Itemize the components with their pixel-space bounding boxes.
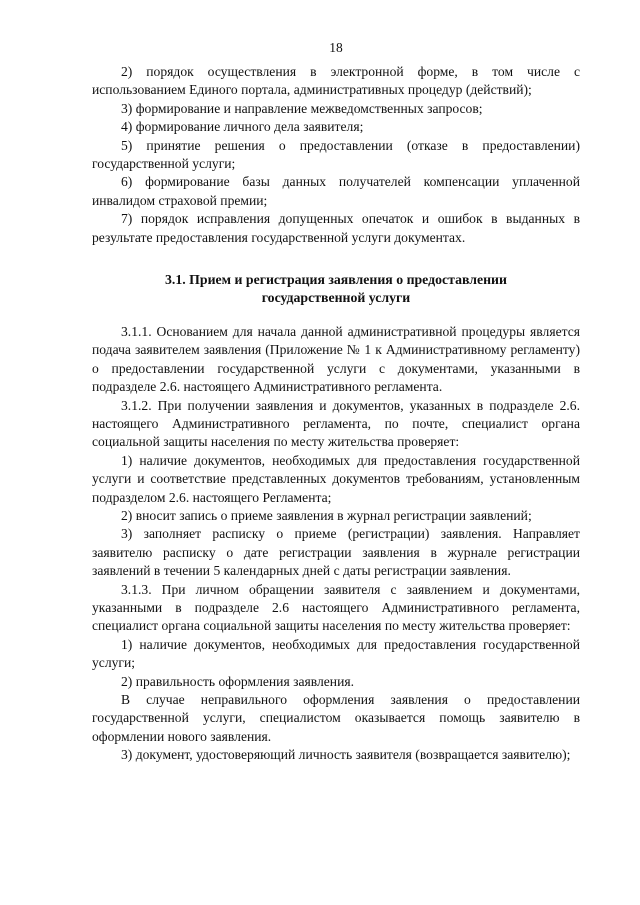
paragraph: 1) наличие документов, необходимых для предоставления государственной услуги; (92, 636, 580, 671)
page-number: 18 (329, 40, 343, 55)
list-item: 3) формирование и направление межведомственных запросов; (121, 100, 483, 116)
document-body (92, 63, 580, 765)
paragraph: 2) правильность оформления заявления. (121, 673, 355, 689)
paragraph: 2) вносит запись о приеме заявления в журнал регистрации заявлений; (121, 507, 532, 523)
paragraph: 3) заполняет расписку о приеме (регистрации) заявления. Направляет заявителю расписку о дате регистрации заявления в журнале регистрации заявлений в течении 5 календарных дней с даты регистрации заявления. (92, 526, 580, 579)
list-item: 4) формирование личного дела заявителя; (121, 119, 364, 135)
list-item: 6) формирование базы данных получателей компенсации уплаченной инвалидом страховой премии; (92, 174, 580, 208)
paragraph: 1) наличие документов, необходимых для предоставления государственной услуги и соответствие представленных документов требованиям, установленным подразделом 2.6. настоящего Регламента; (92, 452, 580, 505)
paragraph: 3.1.2. При получении заявления и документов, указанных в подразделе 2.6. настоящего Административного регламента, по почте, специалист органа социальной защиты населения по месту жительства проверяет: (92, 397, 580, 450)
list-item: 2) порядок осуществления в электронной форме, в том числе с использованием Единого портала, административных процедур (действий); (92, 64, 580, 98)
list-item: 7) порядок исправления допущенных опечаток и ошибок в выданных в результате предоставления государственной услуги документах. (92, 211, 580, 245)
paragraph: 3) документ, удостоверяющий личность заявителя (возвращается заявителю); (121, 747, 571, 763)
paragraph: 3.1.3. При личном обращении заявителя с заявлением и документами, указанными в подразделе 2.6 настоящего Административного регламента, специалист органа социальной защиты населения по месту жительства проверяет: (92, 581, 580, 634)
list-item: 5) принятие решения о предоставлении (отказе в предоставлении) государственной услуги; (92, 137, 580, 172)
paragraph: В случае неправильного оформления заявления о предоставлении государственной услуги, специалистом оказывается помощь заявителю в оформлении нового заявления. (92, 692, 580, 744)
section-heading: 3.1. Прием и регистрация заявления о предоставлении государственной услуги (165, 272, 507, 306)
paragraph: 3.1.1. Основанием для начала данной административной процедуры является подача заявителем заявления (Приложение № 1 к Административному регламенту) о предоставлении государственной услуги с документами, указанными в подразделе 2.6. настоящего Административного регламента. (92, 323, 580, 395)
